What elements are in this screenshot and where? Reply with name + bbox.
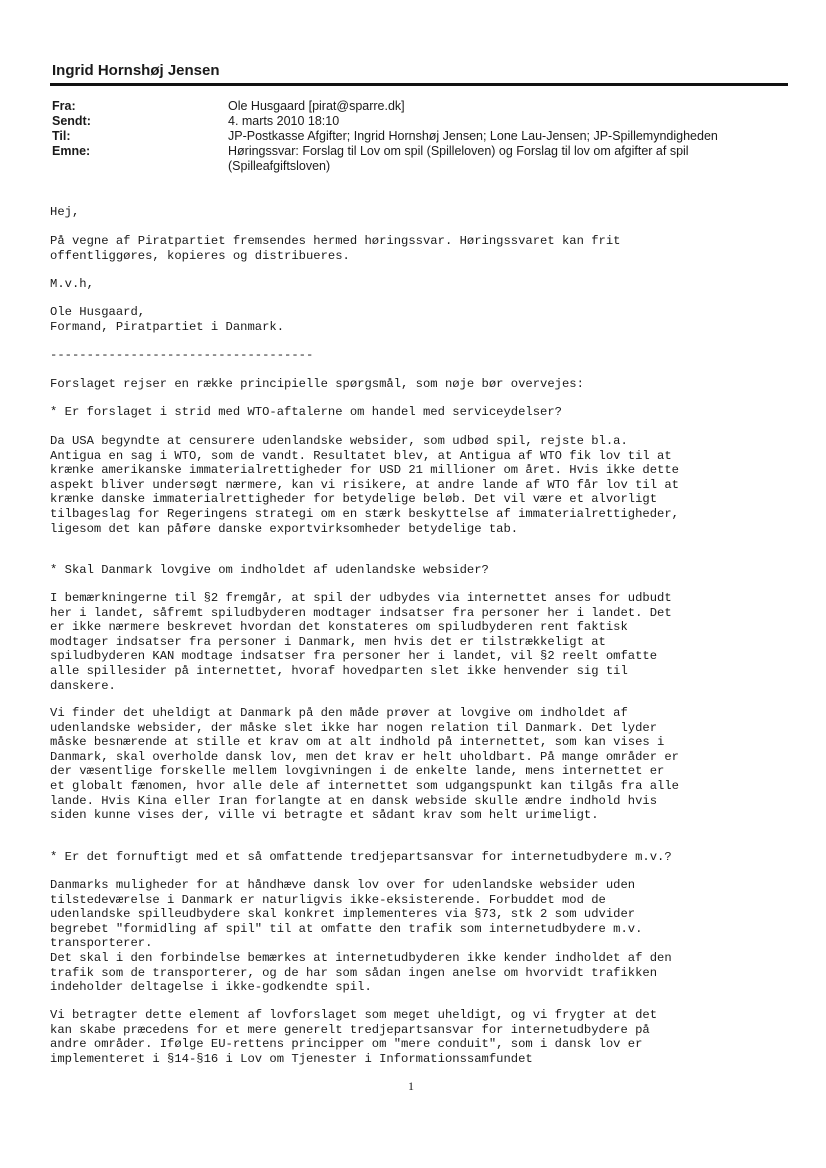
from-label: Fra: (52, 99, 76, 113)
subject-value: Høringssvar: Forslag til Lov om spil (Spilleloven) og Forslag til lov om afgifter af spil (Spilleafgiftsloven) (228, 144, 689, 173)
separator: ------------------------------------ (50, 348, 314, 362)
from-value: Ole Husgaard [pirat@sparre.dk] (228, 99, 405, 113)
intro-paragraph: På vegne af Piratpartiet fremsendes hermed høringssvar. Høringssvaret kan frit offentliggøres, kopieres og distribueres. (50, 234, 621, 263)
to-label: Til: (52, 129, 71, 143)
question-wto: * Er forslaget i strid med WTO-aftalerne om handel med serviceydelser? (50, 405, 562, 419)
sent-label: Sendt: (52, 114, 91, 128)
paragraph-mere-conduit: Vi betragter dette element af lovforslaget som meget uheldigt, og vi frygter at det kan skabe præcedens for et mere generelt tredjepartsansvar for internetudbydere på andre områder. Ifølge EU-rettens principper om "mere conduit", som i dansk lov er implementeret i §14-§16 i Lov om Tjenester i Informationssamfundet (50, 1008, 658, 1066)
question-foreign-websites: * Skal Danmark lovgive om indholdet af udenlandske websider? (50, 563, 489, 577)
closing: M.v.h, (50, 277, 94, 291)
subject-label: Emne: (52, 144, 91, 158)
paragraph-legislation: Vi finder det uheldigt at Danmark på den måde prøver at lovgive om indholdet af udenlandske websider, der måske slet ikke har nogen relation til Danmark. Det lyder måske besnærende at stille et krav om at alt indhold på internettet, som kan vises i Danmark, skal overholde dansk lov, men det krav er helt uholdbart. På mange områder er der væsentlige forskelle mellem lovgivningen i de enkelte lande, mens internettet er et globalt fænomen, hvor alle dele af internettet som udgangspunkt kan tilgås fra alle lande. Hvis Kina eller Iran forlangte at en dansk webside skulle ændre indhold hvis siden kunne vises der, ville vi betragte et sådant krav som helt urimeligt. (50, 706, 679, 823)
signature: Ole Husgaard, Formand, Piratpartiet i Danmark. (50, 305, 285, 334)
to-value: JP-Postkasse Afgifter; Ingrid Hornshøj Jensen; Lone Lau-Jensen; JP-Spillemyndigheden (228, 129, 718, 143)
question-third-party-liability: * Er det fornuftigt med et så omfattende tredjepartsansvar for internetudbydere m.v.? (50, 850, 672, 864)
greeting: Hej, (50, 205, 80, 219)
lead-sentence: Forslaget rejser en række principielle spørgsmål, som nøje bør overvejes: (50, 377, 584, 391)
paragraph-wto: Da USA begyndte at censurere udenlandske websider, som udbød spil, rejste bl.a. Antigua en sag i WTO, som de vandt. Resultatet blev, at Antigua af WTO fik lov til at krænke amerikanske immaterialrettigheder for USD 21 millioner om året. Hvis ikke dette aspekt bliver undersøgt nærmere, kan vi risikere, at andre lande af WTO får lov til at krænke danske immaterialrettigheder for betydelige beløb. Det vil være et alvorligt tilbageslag for Regeringens strategi om en stærk beskyttelse af immaterialrettigheder, ligesom det kan påføre danske exportvirksomheder betydelige tab. (50, 434, 679, 536)
paragraph-section-2: I bemærkningerne til §2 fremgår, at spil der udbydes via internettet anses for udbudt her i landet, såfremt spiludbyderen modtager indsatser fra personer her i landet. Det er ikke nærmere beskrevet hvordan det konstateres om spiludbyderen rent faktisk modtager indsatser fra personer i Danmark, men hvis det er tilstrækkeligt at spiludbyderen KAN modtage indsatser fra personer her i landet, vil §2 reelt omfatte alle spillesider på internettet, hvoraf hovedparten slet ikke henvender sig til danskere. (50, 591, 672, 693)
sent-value: 4. marts 2010 18:10 (228, 114, 340, 128)
paragraph-enforcement: Danmarks muligheder for at håndhæve dansk lov over for udenlandske websider uden tilstedeværelse i Danmark er naturligvis ikke-eksisterende. Forbuddet mod de udenlandske spilleudbydere skal konkret implementeres via §73, stk 2 som udvider begrebet "formidling af spil" til at omfatte den trafik som internetudbydere m.v. transporterer. Det skal i den forbindelse bemærkes at internetudbyderen ikke kender indholdet af den trafik som de transporterer, og de har som sådan ingen anelse om hvorvidt trafikken indeholder deltagelse i ikke-godkendte spil. (50, 878, 672, 995)
page-number: 1 (408, 1079, 414, 1093)
header-divider (50, 83, 788, 86)
sender-name: Ingrid Hornshøj Jensen (52, 62, 220, 79)
